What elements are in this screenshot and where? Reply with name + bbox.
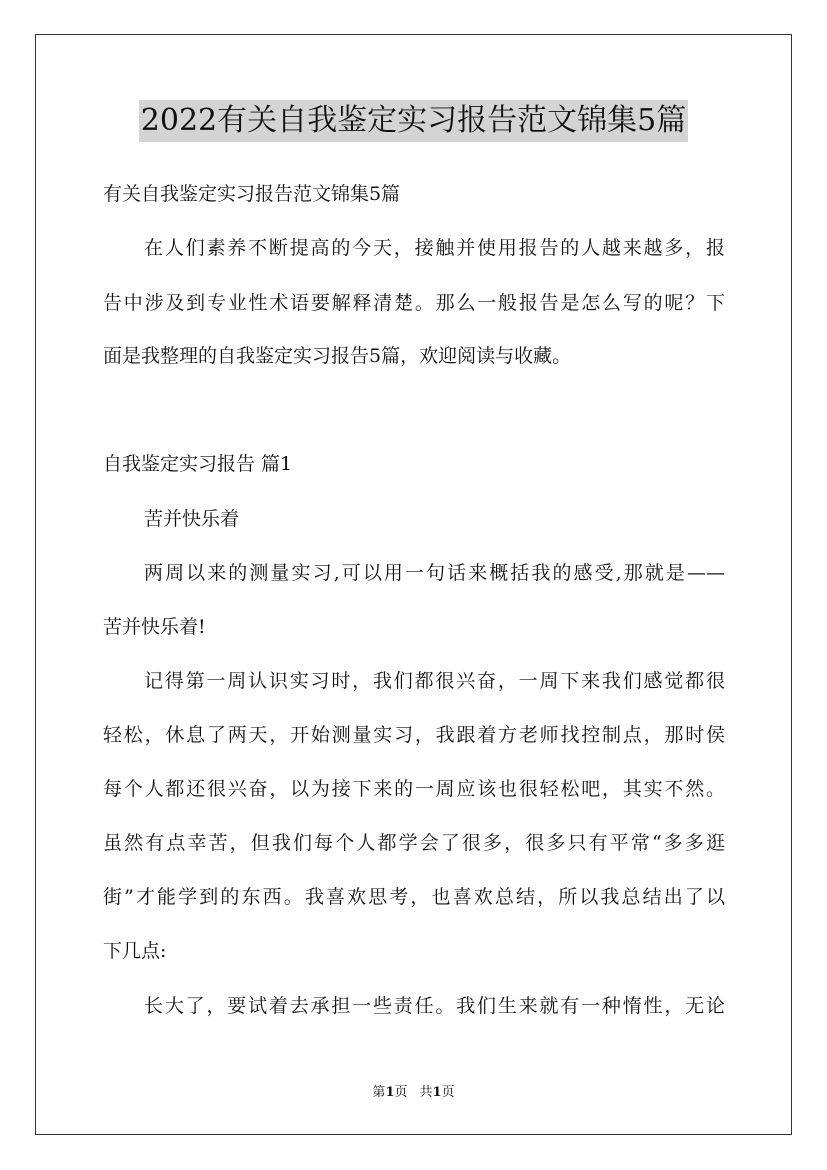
footer-total-prefix: 共 <box>419 1085 433 1100</box>
intro-line-2: 告中涉及到专业性术语要解释清楚。那么一般报告是怎么写的呢？下 <box>103 292 725 314</box>
footer-page-suffix: 页 <box>394 1085 408 1100</box>
footer-page-current: 1 <box>385 1085 395 1100</box>
intro-line-3: 面是我整理的自我鉴定实习报告5篇，欢迎阅读与收藏。 <box>103 345 572 367</box>
footer-total-suffix: 页 <box>441 1085 455 1100</box>
body-line-9: 长大了，要试着去承担一些责任。我们生来就有一种惰性，无论 <box>144 995 725 1017</box>
document-subtitle: 有关自我鉴定实习报告范文锦集5篇 <box>103 183 401 205</box>
body-line-4: 轻松，休息了两天，开始测量实习，我跟着方老师找控制点，那时侯 <box>103 724 725 746</box>
body-line-8: 下几点: <box>103 940 167 962</box>
body-line-6: 虽然有点幸苦，但我们每个人都学会了很多，很多只有平常“多多逛 <box>103 832 725 854</box>
section-subheading: 苦并快乐着 <box>144 508 240 530</box>
body-line-7: 街”才能学到的东西。我喜欢思考，也喜欢总结，所以我总结出了以 <box>103 886 725 908</box>
body-line-3: 记得第一周认识实习时，我们都很兴奋，一周下来我们感觉都很 <box>144 670 725 692</box>
body-line-5: 每个人都还很兴奋，以为接下来的一周应该也很轻松吧，其实不然。 <box>103 778 725 800</box>
body-line-2: 苦并快乐着! <box>103 616 206 638</box>
footer-page-total: 1 <box>432 1085 442 1100</box>
document-title: 2022有关自我鉴定实习报告范文锦集5篇 <box>139 100 688 142</box>
body-line-1: 两周以来的测量实习,可以用一句话来概括我的感受,那就是—— <box>144 562 725 584</box>
title-container <box>0 100 827 142</box>
intro-line-1: 在人们素养不断提高的今天，接触并使用报告的人越来越多，报 <box>144 237 725 259</box>
page-footer <box>0 1084 827 1102</box>
section-heading: 自我鉴定实习报告 篇1 <box>103 453 293 475</box>
footer-page-prefix: 第 <box>372 1085 386 1100</box>
